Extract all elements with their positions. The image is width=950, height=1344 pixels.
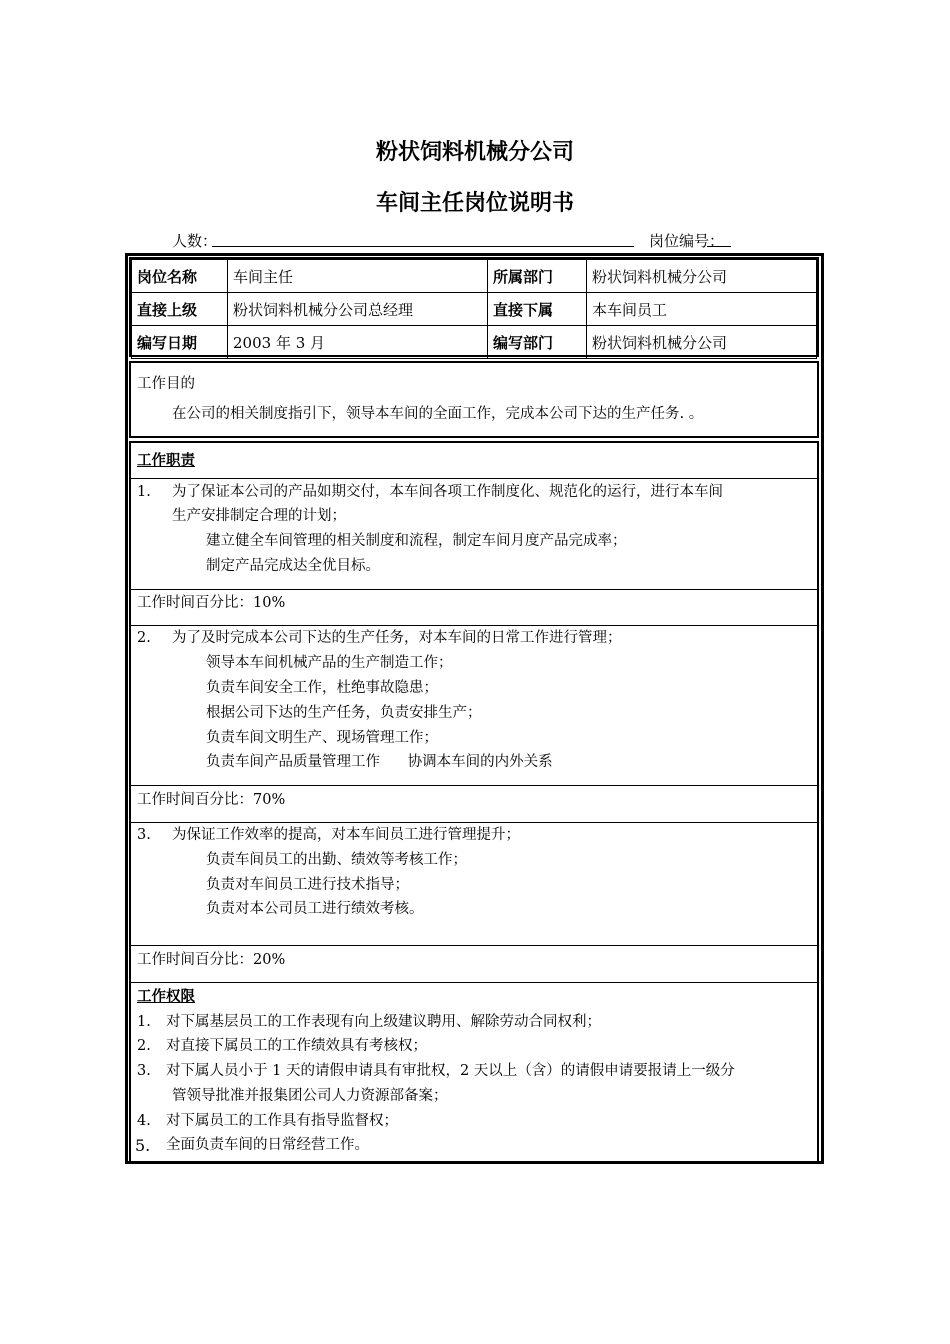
duty-1-bullet-2 bbox=[172, 554, 380, 579]
headcount-label: 人数： bbox=[172, 232, 218, 250]
purpose-text: 在公司的相关制度指引下，领导本车间的全面工作，完成本公司下达的生产任务. 。 bbox=[172, 406, 704, 422]
duty-1-text-cont: 生产安排制定合理的计划； bbox=[172, 508, 346, 524]
info-table-box bbox=[129, 257, 819, 357]
bullet-text: 负责车间文明生产、现场管理工作； bbox=[206, 730, 438, 746]
position-name-value: 车间主任 bbox=[228, 260, 488, 293]
bullet-text: 制定产品完成达全优目标。 bbox=[206, 558, 380, 574]
duty-1-time: 工作时间百分比：10% bbox=[137, 595, 286, 611]
bullet-text: 负责对本公司员工进行绩效考核。 bbox=[206, 901, 424, 917]
duty-2-bullet-1 bbox=[172, 651, 453, 676]
bullet-text: 建立健全车间管理的相关制度和流程，制定车间月度产品完成率； bbox=[206, 533, 627, 549]
duty-2-bullet-2 bbox=[172, 676, 438, 701]
department-value: 粉状饲料机械分公司 bbox=[587, 260, 817, 293]
duty-2-bullet-5 bbox=[172, 750, 553, 775]
info-row bbox=[132, 260, 817, 293]
info-row bbox=[132, 326, 817, 359]
authority-4-num: 4. bbox=[137, 1113, 151, 1129]
divider bbox=[129, 589, 819, 590]
purpose-heading: 工作目的 bbox=[137, 376, 195, 392]
authority-3-text: 对下属人员小于 1 天的请假申请具有审批权，2 天以上（含）的请假申请要报请上一级分 bbox=[166, 1063, 735, 1079]
duty-2-bullet-3 bbox=[172, 701, 482, 726]
duty-1-bullet-1 bbox=[172, 529, 627, 554]
authority-1-num: 1. bbox=[137, 1014, 151, 1030]
direct-superior-label: 直接上级 bbox=[132, 293, 228, 326]
company-title: 粉状饲料机械分公司 bbox=[375, 140, 574, 165]
bullet-text: 负责对车间员工进行技术指导； bbox=[206, 877, 409, 893]
document-title: 车间主任岗位说明书 bbox=[375, 191, 574, 216]
duty-1-text: 为了保证本公司的产品如期交付，本车间各项工作制度化、规范化的运行，进行本车间 bbox=[172, 484, 723, 500]
direct-superior-value: 粉状饲料机械分公司总经理 bbox=[228, 293, 488, 326]
authority-4-text: 对下属员工的工作具有指导监督权； bbox=[166, 1113, 398, 1129]
bullet-text: 负责车间产品质量管理工作 协调本车间的内外关系 bbox=[206, 754, 553, 770]
divider bbox=[129, 982, 819, 983]
divider bbox=[129, 945, 819, 946]
position-code-label: 岗位编号： bbox=[649, 232, 725, 250]
divider bbox=[129, 785, 819, 786]
duty-3-bullet-1 bbox=[172, 848, 467, 873]
authority-5-num: 5. bbox=[135, 1136, 151, 1155]
authority-5-text: 全面负责车间的日常经营工作。 bbox=[166, 1137, 369, 1153]
direct-subordinate-label: 直接下属 bbox=[488, 293, 587, 326]
bullet-text: 根据公司下达的生产任务，负责安排生产； bbox=[206, 705, 482, 721]
authority-3-num: 3. bbox=[137, 1063, 151, 1079]
written-department-label: 编写部门 bbox=[488, 326, 587, 359]
department-label: 所属部门 bbox=[488, 260, 587, 293]
written-department-value: 粉状饲料机械分公司 bbox=[587, 326, 817, 359]
written-date-value: 2003 年 3 月 bbox=[228, 326, 488, 359]
direct-subordinate-value: 本车间员工 bbox=[587, 293, 817, 326]
bullet-text: 领导本车间机械产品的生产制造工作； bbox=[206, 655, 453, 671]
duties-heading: 工作职责 bbox=[137, 453, 195, 469]
duty-2-num: 2. bbox=[137, 630, 151, 646]
authority-1-text: 对下属基层员工的工作表现有向上级建议聘用、解除劳动合同权利； bbox=[166, 1014, 601, 1030]
duty-2-bullet-4 bbox=[172, 726, 438, 751]
duty-3-time: 工作时间百分比：20% bbox=[137, 952, 286, 968]
duty-3-num: 3. bbox=[137, 827, 151, 843]
written-date-label: 编写日期 bbox=[132, 326, 228, 359]
info-row bbox=[132, 293, 817, 326]
info-table bbox=[131, 259, 817, 359]
headcount-blank-line bbox=[212, 246, 634, 247]
duty-3-text: 为保证工作效率的提高，对本车间员工进行管理提升； bbox=[172, 827, 520, 843]
authority-3-text-cont: 管领导批准并报集团公司人力资源部备案； bbox=[172, 1088, 448, 1104]
duty-2-text: 为了及时完成本公司下达的生产任务，对本车间的日常工作进行管理； bbox=[172, 630, 622, 646]
position-name-label: 岗位名称 bbox=[132, 260, 228, 293]
duty-3-bullet-3 bbox=[172, 897, 424, 922]
divider bbox=[129, 478, 819, 479]
position-code-blank-line bbox=[707, 246, 731, 247]
duty-3-bullet-2 bbox=[172, 873, 409, 898]
authority-2-text: 对直接下属员工的工作绩效具有考核权； bbox=[166, 1038, 427, 1054]
duty-2-time: 工作时间百分比：70% bbox=[137, 792, 286, 808]
duty-1-num: 1. bbox=[137, 484, 151, 500]
bullet-text: 负责车间员工的出勤、绩效等考核工作； bbox=[206, 852, 467, 868]
bullet-text: 负责车间安全工作，杜绝事故隐患； bbox=[206, 680, 438, 696]
authority-2-num: 2. bbox=[137, 1038, 151, 1054]
authority-heading: 工作权限 bbox=[137, 989, 195, 1005]
